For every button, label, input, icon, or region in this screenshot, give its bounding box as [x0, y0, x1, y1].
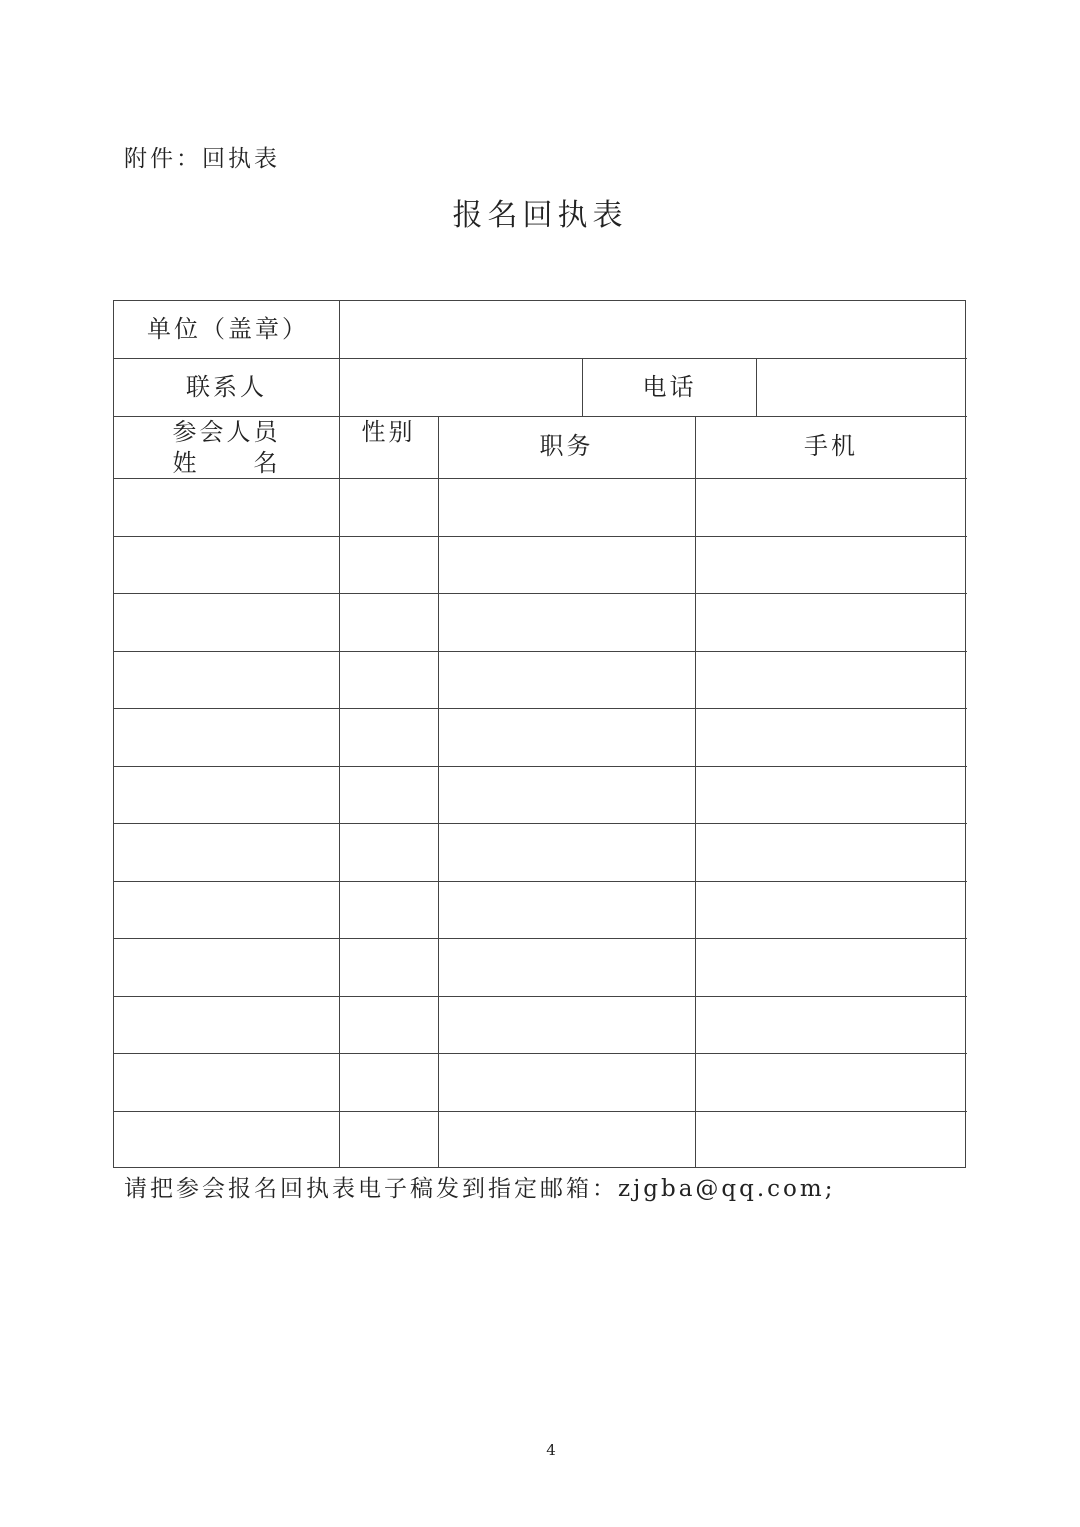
row-divider — [114, 766, 967, 767]
position-header: 职务 — [539, 432, 594, 460]
form-title: 报名回执表 — [452, 198, 628, 233]
unit-label: 单位（盖章） — [147, 315, 309, 343]
row-divider — [114, 651, 967, 652]
row-divider — [114, 996, 967, 997]
row-divider — [114, 1111, 967, 1112]
registration-form-table — [113, 300, 966, 1168]
row-divider — [114, 823, 967, 824]
row-divider — [114, 708, 967, 709]
attendee-name-header-line2: 姓 名 — [172, 449, 281, 477]
column-divider — [438, 416, 439, 1167]
attendee-name-header-line1: 参会人员 — [172, 418, 281, 446]
row-divider — [114, 1053, 967, 1054]
phone-label: 电话 — [642, 373, 697, 401]
row-divider — [114, 938, 967, 939]
gender-header: 性别 — [361, 418, 416, 446]
row-divider — [114, 536, 967, 537]
submission-note: 请把参会报名回执表电子稿发到指定邮箱：zjgba@qq.com; — [124, 1176, 836, 1202]
row-divider — [114, 478, 967, 479]
attachment-label: 附件：回执表 — [124, 146, 280, 172]
unit-field[interactable] — [340, 301, 967, 358]
contact-label: 联系人 — [186, 373, 267, 401]
mobile-header: 手机 — [804, 432, 858, 460]
contact-field[interactable] — [340, 359, 582, 416]
row-divider — [114, 881, 967, 882]
column-divider — [695, 416, 696, 1167]
phone-field[interactable] — [757, 359, 967, 416]
row-divider — [114, 593, 967, 594]
page-number: 4 — [546, 1441, 556, 1459]
